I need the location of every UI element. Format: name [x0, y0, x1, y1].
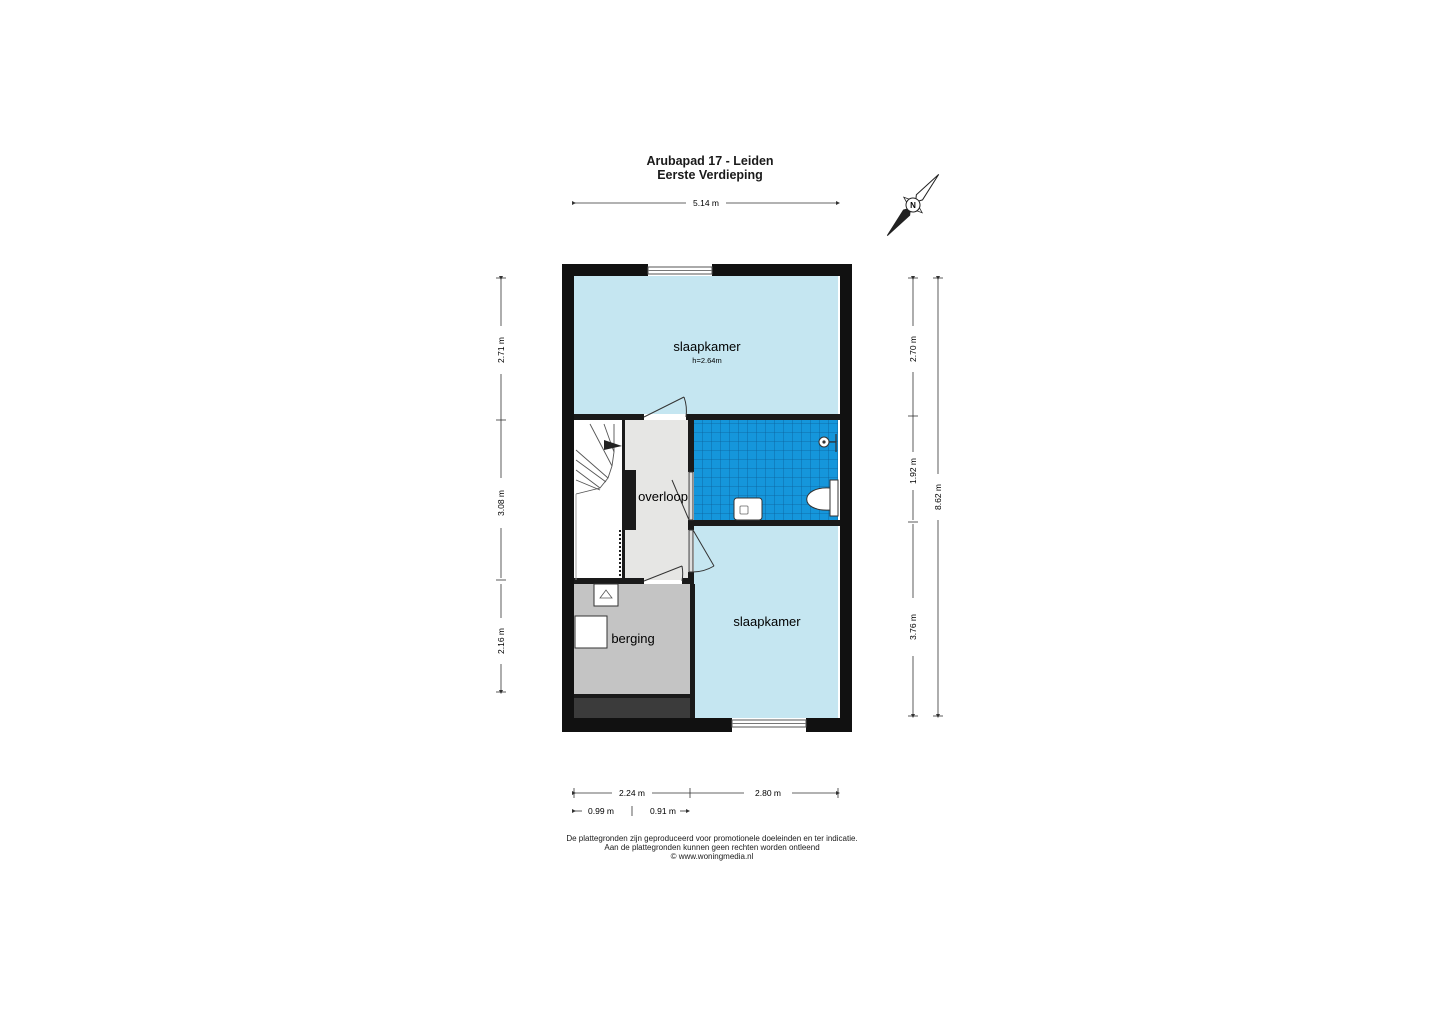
dim-right-total: 8.62 m [933, 484, 943, 510]
storage-strip [574, 698, 690, 718]
room-label-slaapkamer-top: slaapkamer [673, 339, 741, 354]
window-bottom [732, 720, 806, 727]
room-height-slaapkamer-top: h=2.64m [692, 356, 722, 365]
compass-label: N [910, 201, 916, 210]
room-label-slaapkamer-bottom: slaapkamer [733, 614, 801, 629]
utility-sink [594, 584, 618, 606]
stair-area [574, 420, 624, 580]
room-label-berging: berging [611, 631, 655, 646]
dim-left-top: 2.71 m [496, 337, 506, 363]
room-label-overloop: overloop [638, 489, 688, 504]
dim-left-bottom: 2.16 m [496, 628, 506, 654]
footer-line-3: © www.woningmedia.nl [670, 852, 754, 861]
washing-machine [575, 616, 607, 648]
washbasin [734, 498, 762, 520]
footer-line-2: Aan de plattegronden kunnen geen rechten worden ontleend [604, 843, 820, 852]
dim-left-middle: 3.08 m [496, 490, 506, 516]
plan-title: Arubapad 17 - Leiden [646, 154, 774, 168]
dim-bottom-left: 2.24 m [619, 788, 645, 798]
dim-bottom-right: 2.80 m [755, 788, 781, 798]
footer-line-1: De plattegronden zijn geproduceerd voor promotionele doeleinden en ter indicatie. [566, 834, 858, 843]
dim-top-width: 5.14 m [693, 198, 719, 208]
dim-bottom-sub-right: 0.91 m [650, 806, 676, 816]
window-top [648, 267, 712, 274]
dim-bottom-sub-left: 0.99 m [588, 806, 614, 816]
dim-right-top: 2.70 m [908, 336, 918, 362]
dim-right-middle: 1.92 m [908, 458, 918, 484]
plan-subtitle: Eerste Verdieping [657, 168, 763, 182]
dim-right-bottom: 3.76 m [908, 614, 918, 640]
